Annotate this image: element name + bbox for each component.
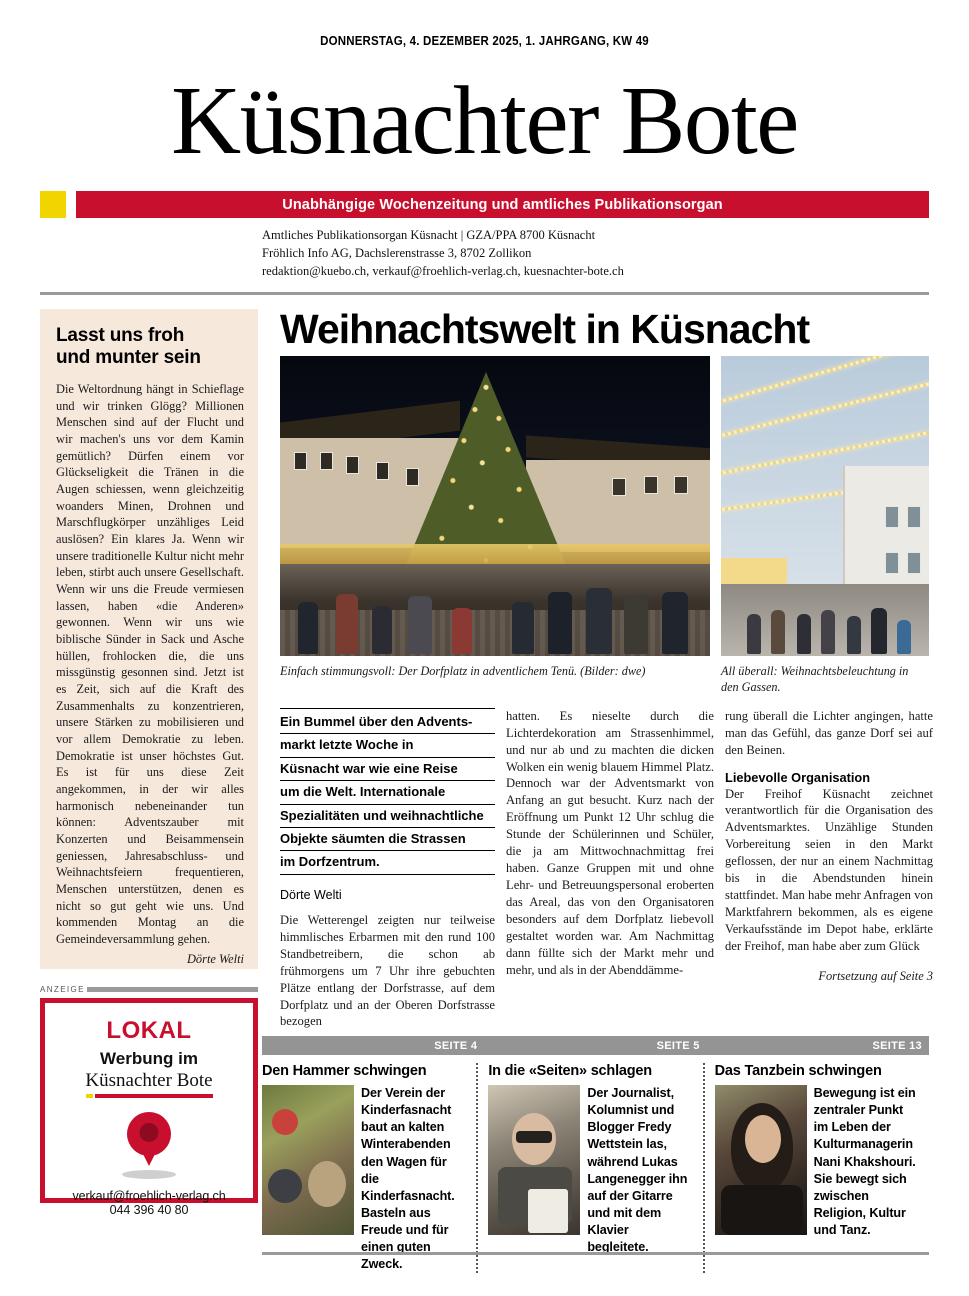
teaser-title-2: In die «Seiten» schlagen [488,1063,652,1079]
article-text-column-2: hatten. Es nieselte durch die Lichterdekoration am Strassenhimmel, und nur ab und zu machten die dicken Wolken ein wenig blauem Himmel Platz. Dennoch war der Adventsmarkt von Anfang an gut besucht. Kurz nach der Eröffnung um Punkt 12 Uhr schlug die Stunde der Schülerinnen und Schüler, die ja am Mittwochnachmittag frei haben. Ganze Gruppen mit und ohne Lehr- und Betreuungspersonal eroberten das Areal, das von den Organisatoren besonders auf dem Dorfplatz liebevoll gestaltet worden war. Am Nachmittag dann füllte sich der Markt mehr und mehr, und als in der Abenddämme- [506,708,714,977]
photo-person [624,596,648,654]
ad-subhead: Werbung im [100,1049,198,1069]
lead-line: Objekte säumten die Strassen [280,830,495,851]
photo-person [897,620,911,654]
imprint-line-1: Amtliches Publikationsorgan Küsnacht | GZA/PPA 8700 Küsnacht [262,228,596,242]
opinion-byline: Dörte Welti [186,951,244,966]
masthead-divider [40,292,929,295]
opinion-title-line-1: Lasst uns froh [56,325,185,347]
photo-window [907,506,921,528]
teaser-body-3 [715,1085,919,1239]
lead-line: markt letzte Woche in [280,736,495,757]
teaser-page-label-2: SEITE 5 [656,1039,700,1052]
opinion-title [56,325,244,369]
caption-main-wrap [280,663,710,695]
photo-person [871,608,887,654]
lead-line: Ein Bummel über den Advents- [280,713,495,734]
teaser-text-1: Der Verein der Kinderfasnacht baut an kalten Winterabenden den Wagen für die Kinderfasnacht. Basteln aus Freude und für einen guten Zweck. [361,1086,455,1272]
ad-label-bar [87,987,258,992]
map-pin-tip [137,1142,161,1166]
teaser-title-3: Das Tanzbein schwingen [714,1063,882,1079]
ad-phone[interactable]: 044 396 40 80 [109,1203,189,1218]
teaser-bottom-divider [262,1252,929,1255]
photo-person [298,602,318,654]
photo-window [294,452,307,470]
imprint-line-3: redaktion@kuebo.ch, verkauf@froehlich-verlag.ch, kuesnachter-bote.ch [262,263,624,278]
teaser-columns [262,1063,929,1273]
teaser-title-1: Den Hammer schwingen [262,1063,427,1079]
photo-glasses [516,1131,552,1143]
photo-window [674,476,688,494]
ad-email[interactable]: verkauf@froehlich-verlag.ch [72,1189,226,1204]
article-subheading: Liebevolle Organisation [725,769,871,785]
article-headline: Weihnachtswelt in Küsnacht [280,306,810,353]
masthead-title: Küsnachter Bote [171,67,798,174]
ad-label-row [40,985,258,994]
photo-person [308,1161,346,1207]
opinion-title-line-2: und munter sein [56,347,201,369]
photo-face [745,1115,781,1163]
teaser-photo-fredy-wettstein [488,1085,580,1235]
article-continuation-note: Fortsetzung auf Seite 3 [818,968,933,983]
teaser-body-2 [488,1085,692,1256]
photo-person [821,610,835,654]
article-column-1 [280,708,495,1031]
banner-spacer [66,191,76,218]
teaser-photo-nani-khakshouri [715,1085,807,1235]
photo-window [346,456,359,474]
ad-paper-name: Küsnachter Bote [85,1070,213,1092]
photo-person [747,614,761,654]
caption-main: Einfach stimmungsvoll: Der Dorfplatz in adventlichem Tenü. (Bilder: dwe) [280,664,646,679]
photo-captions [280,663,933,695]
photo-person [548,592,572,654]
teaser-section [262,1036,929,1273]
teaser-page-label-1: SEITE 4 [434,1039,478,1052]
photo-body [721,1185,803,1235]
imprint-block [40,227,929,280]
photo-window [320,452,333,470]
photo-window [907,552,921,574]
teaser-page-bar [262,1036,929,1055]
article-body [280,708,933,1031]
teaser-item-1[interactable] [262,1063,476,1273]
caption-side-wrap [721,663,929,695]
advertisement-block [40,985,258,1218]
lead-line: im Dorfzentrum. [280,853,495,874]
ad-underline-red [95,1094,213,1098]
photo-window [885,506,899,528]
teaser-body-1 [262,1085,466,1273]
teaser-item-2[interactable] [476,1063,702,1273]
banner-slogan: Unabhängige Wochenzeitung und amtliches Publikationsorgan [76,191,929,218]
lead-line: Spezialitäten und weihnachtliche [280,807,495,828]
ad-headline-lokal: LOKAL [106,1017,192,1045]
yellow-accent-block [40,191,66,218]
photo-market-stall [721,558,787,584]
photo-person [662,592,688,654]
photo-person [452,608,472,654]
teaser-text-2: Der Journalist, Kolumnist und Blogger Fredy Wettstein las, während Lukas Langenegger ihn auf der Gitarre und mit dem Klavier begleitete. [587,1086,688,1255]
lead-line: um die Welt. Internationale [280,783,495,804]
photo-person [586,588,612,654]
map-pin-shadow [122,1170,176,1179]
photo-window [612,478,626,496]
opinion-body: Die Weltordnung hängt in Schieflage und wir trinken Glögg? Millionen Menschen sind auf der Flucht und wir machen's uns vor dem Kamin gemütlich? Dürfen einem vor Glückseligkeit die Tränen in die Augen schiessen, wenn gleichzeitig woanders Minen, Drohnen und Marschflugkörper unzähliges Leid auslösen? Ein klares Ja. Wenn wir unsere traditionelle Kultur nicht mehr leben, stirbt auch unsere Gesellschaft. Wenn wir uns die Freude vermiesen lassen, haben «die Anderen» gewonnen. Wenn wir uns wie biblische Sünder in Sack und Asche hüllen, frohlocken die, die uns missgünstig gesonnen sind. Jetzt ist es Zeit, sich auf die Kraft des Zusammenhalts zu konzentrieren, unsere Stärken zu mobilisieren und vor allem Demokratie zu leben. Demokratie ist unser höchstes Gut. Es ist für uns diese Zeit angekommen, in der wir alles harmonisch nebeneinander tun können: Adventszauber mit Konzerten und Beisammensein geniessen, Jahresabschluss- und Weihnachtsfeiern frequentieren, Menschen unterstützen, denen es nicht so gut geht wie uns. Und kommenden Montag an die Gemeindeversammlung gehen. [56,381,244,947]
photo-gassen-lights [721,356,929,656]
article-photos [280,356,933,656]
photo-window [885,552,899,574]
article-lead [280,708,495,875]
lead-line: Küsnacht war wie eine Reise [280,760,495,781]
article-text-column-1: Die Wetterengel zeigten nur teilweise himmlisches Erbarmen mit den rund 100 Standbetreibern, die schon ab frühmorgens um 7 Uhr ihre gebuchten Plätze entlang der Dorfstrasse, auf dem Dorfplatz und an der Oberen Dorfstrasse bezogen [280,912,495,1029]
teaser-photo-kinderfasnacht [262,1085,354,1235]
ad-underline [55,1094,243,1098]
photo-dorfplatz-night [280,356,710,656]
photo-person [268,1169,302,1203]
map-pin-hole [140,1123,159,1142]
ad-label: ANZEIGE [40,985,85,995]
map-pin-icon [127,1112,171,1156]
left-column [40,309,258,1218]
teaser-text-3: Bewegung ist ein zentraler Punkt im Leben der Kulturmanagerin Nani Khakshouri. Sie bewegt sich zwischen Religion, Kultur und Tanz. [813,1086,916,1237]
article-column-2 [506,708,714,1031]
photo-person [771,610,785,654]
photo-detail [272,1109,298,1135]
teaser-page-label-3: SEITE 13 [872,1039,922,1052]
photo-person [847,616,861,654]
teaser-item-3[interactable] [703,1063,929,1273]
photo-person [372,606,392,654]
caption-side: All überall: Weihnachtsbeleuchtung in den Gassen. [721,664,909,695]
ad-box[interactable] [40,998,258,1218]
masthead-banner [40,191,929,218]
photo-person [408,596,432,654]
photo-person [512,602,534,654]
photo-window [644,476,658,494]
photo-person [797,614,811,654]
imprint-line-2: Fröhlich Info AG, Dachslerenstrasse 3, 8702 Zollikon [262,245,532,260]
article-text-column-3-body: Der Freihof Küsnacht zeichnet verantwortlich für die Organisation des Adventsmarktes. Unzählige Stunden Vorbereitung seien in den Markt geflossen, der nur an einem Nachmittag bis in die Abendstunden hinein stattfindet. Man habe mehr Anfragen von Marktfahrern bekommen, als es eigene Verkaufsstände im Depot habe, erklärte der Freihof, man habe aber zum Glück [725,786,933,953]
dateline: DONNERSTAG, 4. DEZEMBER 2025, 1. JAHRGANG, KW 49 [320,34,649,48]
photo-window [376,462,389,480]
ad-underline-yellow [86,1094,93,1098]
photo-paper [528,1189,568,1233]
article-column-3 [725,708,933,1031]
opinion-box [40,309,258,969]
photo-person [336,594,358,654]
article-author: Dörte Welti [280,887,342,902]
article-text-column-3-intro: rung überall die Lichter angingen, hatte man das Gefühl, das ganze Dorf sei auf den Beinen. [725,708,933,757]
